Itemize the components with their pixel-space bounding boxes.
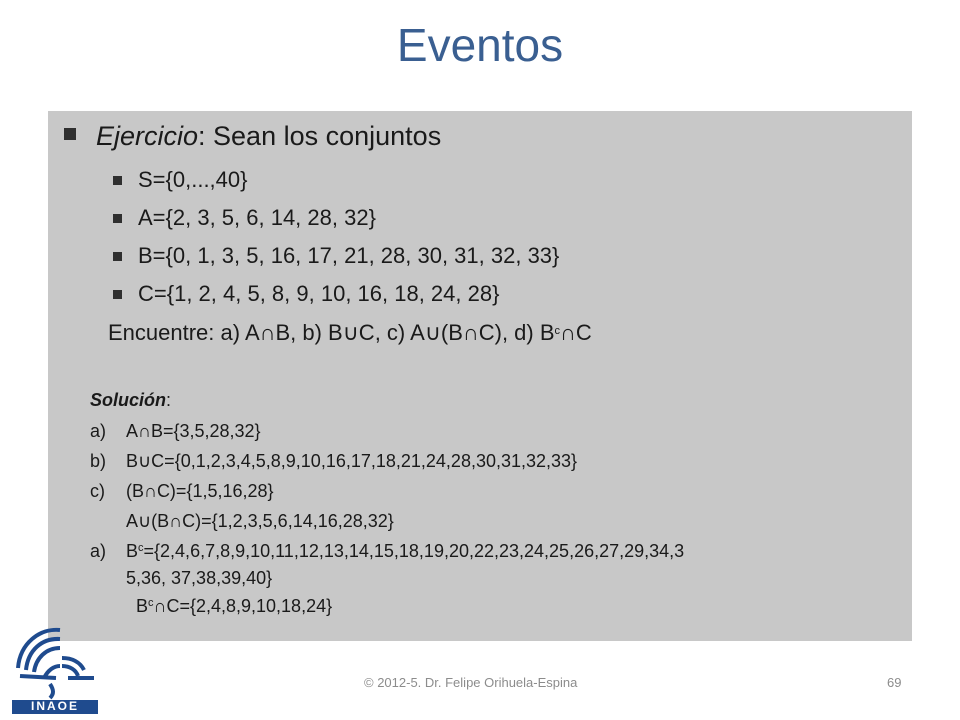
- solution-label-colon: :: [166, 390, 172, 410]
- question-line: [108, 320, 592, 346]
- slide-title: Eventos: [396, 19, 564, 71]
- complement-sup: c: [138, 542, 144, 554]
- bullet-square-icon: [113, 214, 122, 223]
- solution-label: [90, 390, 171, 411]
- solution-a: A∩B={3,5,28,32}: [126, 421, 261, 441]
- solution-marker: a): [90, 421, 107, 441]
- solution-c: (B∩C)={1,5,16,28}: [126, 481, 274, 501]
- intersection-values: ∩C={2,4,8,9,10,18,24}: [153, 596, 333, 616]
- exercise-heading-em: Ejercicio: [96, 121, 199, 151]
- logo-text: INAOE: [30, 699, 79, 713]
- bullet-square-icon: [64, 128, 76, 140]
- solution-marker: b): [90, 451, 107, 471]
- complement-base: B: [126, 541, 139, 561]
- set-a: A={2, 3, 5, 6, 14, 28, 32}: [138, 205, 376, 230]
- solution-label-em: Solución: [90, 390, 166, 410]
- intersection-base: B: [136, 596, 149, 616]
- intersection-sup: c: [148, 597, 154, 609]
- solution-marker: a): [90, 541, 107, 561]
- solution-d-intersection: [136, 596, 332, 617]
- exercise-heading-rest: : Sean los conjuntos: [198, 121, 442, 151]
- bullet-square-icon: [113, 290, 122, 299]
- solution-c-union: A∪(B∩C)={1,2,3,5,6,14,16,28,32}: [126, 511, 394, 531]
- solution-d-complement: [126, 541, 684, 562]
- exercise-heading: [96, 121, 441, 152]
- question-text: Encuentre: a) A∩B, b) B∪C, c) A∪(B∩C), d) B: [108, 320, 555, 345]
- bullet-square-icon: [113, 252, 122, 261]
- question-text-end: ∩C: [560, 320, 592, 345]
- solution-marker: c): [90, 481, 105, 501]
- set-s: S={0,...,40}: [138, 167, 248, 192]
- set-b: B={0, 1, 3, 5, 16, 17, 21, 28, 30, 31, 32, 33}: [138, 243, 560, 268]
- copyright-text: © 2012-5. Dr. Felipe Orihuela-Espina: [364, 675, 578, 690]
- page-number: 69: [887, 675, 902, 690]
- solution-b: B∪C={0,1,2,3,4,5,8,9,10,16,17,18,21,24,28,30,31,32,33}: [126, 451, 578, 471]
- bullet-square-icon: [113, 176, 122, 185]
- question-sup: c: [554, 325, 561, 337]
- complement-values: ={2,4,6,7,8,9,10,11,12,13,14,15,18,19,20,22,23,24,25,26,27,29,34,3: [143, 541, 685, 561]
- solution-d-complement-cont: 5,36, 37,38,39,40}: [126, 568, 273, 588]
- set-c: C={1, 2, 4, 5, 8, 9, 10, 16, 18, 24, 28}: [138, 281, 500, 306]
